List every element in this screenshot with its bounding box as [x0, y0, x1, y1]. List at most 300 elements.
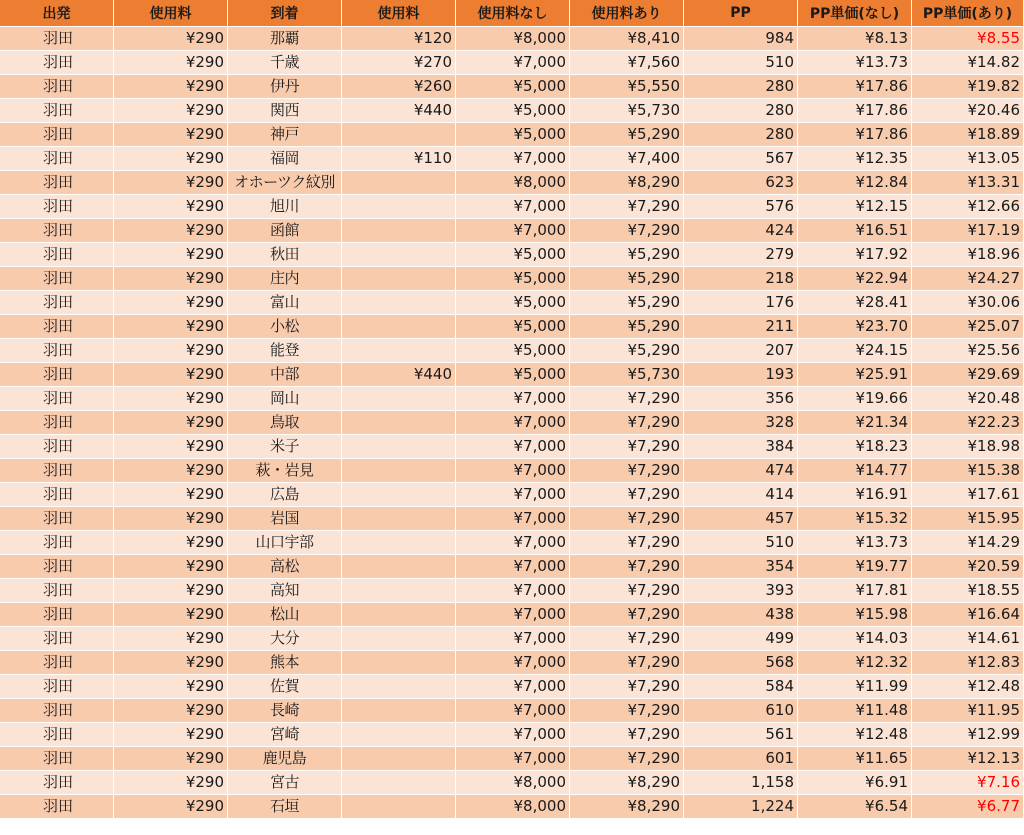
- arrival-cell: 米子: [228, 435, 342, 459]
- arrival-fee-cell: ¥440: [342, 363, 456, 387]
- departure-fee-cell: ¥290: [114, 795, 228, 819]
- fare-with-fee-cell: ¥8,290: [570, 795, 684, 819]
- fare-without-fee-cell: ¥7,000: [456, 723, 570, 747]
- departure-fee-cell: ¥290: [114, 315, 228, 339]
- pp-unit-without-cell: ¥13.73: [798, 531, 912, 555]
- arrival-cell: 宮古: [228, 771, 342, 795]
- arrival-cell: 広島: [228, 483, 342, 507]
- arrival-cell: 庄内: [228, 267, 342, 291]
- arrival-fee-cell: [342, 315, 456, 339]
- arrival-cell: 佐賀: [228, 675, 342, 699]
- fare-with-fee-cell: ¥7,290: [570, 195, 684, 219]
- arrival-fee-cell: ¥110: [342, 147, 456, 171]
- pp-cell: 561: [684, 723, 798, 747]
- pp-unit-with-cell: ¥13.05: [912, 147, 1024, 171]
- table-row: [0, 795, 1024, 819]
- departure-cell: 羽田: [0, 243, 114, 267]
- pp-unit-with-cell: ¥12.99: [912, 723, 1024, 747]
- arrival-cell: オホーツク紋別: [228, 171, 342, 195]
- pp-cell: 280: [684, 123, 798, 147]
- pp-unit-with-cell: ¥15.95: [912, 507, 1024, 531]
- departure-cell: 羽田: [0, 387, 114, 411]
- arrival-fee-cell: [342, 411, 456, 435]
- pp-unit-with-cell: ¥25.56: [912, 339, 1024, 363]
- table-row: [0, 555, 1024, 579]
- departure-cell: 羽田: [0, 363, 114, 387]
- table-row: [0, 387, 1024, 411]
- table-row: [0, 651, 1024, 675]
- fare-without-fee-cell: ¥7,000: [456, 675, 570, 699]
- table-row: [0, 27, 1024, 51]
- pp-unit-without-cell: ¥11.99: [798, 675, 912, 699]
- fare-without-fee-cell: ¥8,000: [456, 795, 570, 819]
- fare-with-fee-cell: ¥7,290: [570, 723, 684, 747]
- table-row: [0, 507, 1024, 531]
- departure-cell: 羽田: [0, 99, 114, 123]
- fare-without-fee-cell: ¥7,000: [456, 483, 570, 507]
- pp-unit-with-cell: ¥20.59: [912, 555, 1024, 579]
- arrival-fee-cell: [342, 555, 456, 579]
- arrival-fee-cell: [342, 603, 456, 627]
- fare-with-fee-cell: ¥8,410: [570, 27, 684, 51]
- arrival-fee-cell: ¥260: [342, 75, 456, 99]
- fare-without-fee-cell: ¥7,000: [456, 387, 570, 411]
- table-row: [0, 699, 1024, 723]
- departure-fee-cell: ¥290: [114, 651, 228, 675]
- table-row: [0, 675, 1024, 699]
- pp-cell: 280: [684, 75, 798, 99]
- table-row: [0, 195, 1024, 219]
- departure-fee-cell: ¥290: [114, 123, 228, 147]
- pp-unit-with-cell: ¥18.89: [912, 123, 1024, 147]
- pp-unit-without-cell: ¥16.91: [798, 483, 912, 507]
- table-row: [0, 603, 1024, 627]
- fare-without-fee-cell: ¥7,000: [456, 411, 570, 435]
- arrival-cell: 岡山: [228, 387, 342, 411]
- pp-unit-without-cell: ¥11.48: [798, 699, 912, 723]
- header-departure-fee: 使用料: [114, 0, 228, 27]
- arrival-fee-cell: [342, 579, 456, 603]
- fare-with-fee-cell: ¥5,290: [570, 243, 684, 267]
- arrival-cell: 千歳: [228, 51, 342, 75]
- departure-cell: 羽田: [0, 435, 114, 459]
- arrival-fee-cell: [342, 507, 456, 531]
- pp-unit-without-cell: ¥14.03: [798, 627, 912, 651]
- fare-without-fee-cell: ¥7,000: [456, 51, 570, 75]
- departure-cell: 羽田: [0, 123, 114, 147]
- fare-with-fee-cell: ¥5,550: [570, 75, 684, 99]
- departure-fee-cell: ¥290: [114, 603, 228, 627]
- departure-fee-cell: ¥290: [114, 411, 228, 435]
- departure-fee-cell: ¥290: [114, 675, 228, 699]
- departure-fee-cell: ¥290: [114, 291, 228, 315]
- departure-cell: 羽田: [0, 219, 114, 243]
- pp-cell: 601: [684, 747, 798, 771]
- fare-without-fee-cell: ¥7,000: [456, 627, 570, 651]
- pp-cell: 328: [684, 411, 798, 435]
- arrival-fee-cell: [342, 531, 456, 555]
- table-row: [0, 747, 1024, 771]
- fare-without-fee-cell: ¥5,000: [456, 291, 570, 315]
- fare-with-fee-cell: ¥7,290: [570, 555, 684, 579]
- fare-with-fee-cell: ¥5,290: [570, 315, 684, 339]
- arrival-cell: 鳥取: [228, 411, 342, 435]
- pp-unit-with-cell: ¥29.69: [912, 363, 1024, 387]
- fare-with-fee-cell: ¥7,290: [570, 483, 684, 507]
- table-row: [0, 435, 1024, 459]
- pp-cell: 176: [684, 291, 798, 315]
- fare-without-fee-cell: ¥5,000: [456, 267, 570, 291]
- pp-unit-without-cell: ¥11.65: [798, 747, 912, 771]
- fare-with-fee-cell: ¥7,290: [570, 675, 684, 699]
- fare-with-fee-cell: ¥7,290: [570, 603, 684, 627]
- header-arrival: 到着: [228, 0, 342, 27]
- arrival-fee-cell: ¥440: [342, 99, 456, 123]
- arrival-cell: 高松: [228, 555, 342, 579]
- arrival-cell: 旭川: [228, 195, 342, 219]
- pp-cell: 438: [684, 603, 798, 627]
- pp-cell: 414: [684, 483, 798, 507]
- arrival-cell: 小松: [228, 315, 342, 339]
- pp-unit-without-cell: ¥17.86: [798, 75, 912, 99]
- arrival-cell: 長崎: [228, 699, 342, 723]
- pp-unit-with-cell: ¥17.19: [912, 219, 1024, 243]
- arrival-fee-cell: [342, 795, 456, 819]
- arrival-fee-cell: [342, 771, 456, 795]
- pp-cell: 568: [684, 651, 798, 675]
- fare-with-fee-cell: ¥7,290: [570, 387, 684, 411]
- header-row: [0, 0, 1024, 27]
- table-body: [0, 27, 1024, 819]
- arrival-fee-cell: [342, 243, 456, 267]
- departure-cell: 羽田: [0, 531, 114, 555]
- pp-cell: 207: [684, 339, 798, 363]
- fare-without-fee-cell: ¥7,000: [456, 195, 570, 219]
- pp-unit-without-cell: ¥8.13: [798, 27, 912, 51]
- pp-unit-without-cell: ¥17.92: [798, 243, 912, 267]
- pp-unit-with-cell: ¥14.82: [912, 51, 1024, 75]
- arrival-fee-cell: [342, 267, 456, 291]
- arrival-cell: 岩国: [228, 507, 342, 531]
- departure-cell: 羽田: [0, 75, 114, 99]
- arrival-cell: 鹿児島: [228, 747, 342, 771]
- table-row: [0, 243, 1024, 267]
- pp-unit-with-cell: ¥16.64: [912, 603, 1024, 627]
- table-row: [0, 627, 1024, 651]
- arrival-cell: 秋田: [228, 243, 342, 267]
- departure-cell: 羽田: [0, 579, 114, 603]
- fare-with-fee-cell: ¥7,560: [570, 51, 684, 75]
- arrival-cell: 那覇: [228, 27, 342, 51]
- arrival-fee-cell: [342, 291, 456, 315]
- pp-cell: 984: [684, 27, 798, 51]
- arrival-fee-cell: [342, 723, 456, 747]
- departure-fee-cell: ¥290: [114, 555, 228, 579]
- pp-cell: 584: [684, 675, 798, 699]
- arrival-cell: 関西: [228, 99, 342, 123]
- fare-without-fee-cell: ¥7,000: [456, 147, 570, 171]
- pp-cell: 567: [684, 147, 798, 171]
- pp-unit-with-cell: ¥30.06: [912, 291, 1024, 315]
- departure-cell: 羽田: [0, 27, 114, 51]
- pp-unit-without-cell: ¥14.77: [798, 459, 912, 483]
- pp-unit-without-cell: ¥12.15: [798, 195, 912, 219]
- departure-fee-cell: ¥290: [114, 579, 228, 603]
- departure-cell: 羽田: [0, 699, 114, 723]
- fare-without-fee-cell: ¥7,000: [456, 747, 570, 771]
- departure-fee-cell: ¥290: [114, 699, 228, 723]
- pp-unit-with-cell: ¥15.38: [912, 459, 1024, 483]
- fare-with-fee-cell: ¥8,290: [570, 171, 684, 195]
- arrival-cell: 高知: [228, 579, 342, 603]
- arrival-cell: 松山: [228, 603, 342, 627]
- header-fare-with-fee: 使用料あり: [570, 0, 684, 27]
- fare-without-fee-cell: ¥8,000: [456, 771, 570, 795]
- pp-unit-with-cell: ¥13.31: [912, 171, 1024, 195]
- pp-cell: 193: [684, 363, 798, 387]
- fare-with-fee-cell: ¥5,290: [570, 123, 684, 147]
- pp-unit-with-cell: ¥7.16: [912, 771, 1024, 795]
- fare-with-fee-cell: ¥7,290: [570, 627, 684, 651]
- table-row: [0, 99, 1024, 123]
- pp-cell: 393: [684, 579, 798, 603]
- arrival-cell: 熊本: [228, 651, 342, 675]
- departure-fee-cell: ¥290: [114, 219, 228, 243]
- fare-with-fee-cell: ¥7,290: [570, 219, 684, 243]
- departure-fee-cell: ¥290: [114, 147, 228, 171]
- departure-fee-cell: ¥290: [114, 483, 228, 507]
- table-row: [0, 171, 1024, 195]
- pp-unit-without-cell: ¥12.84: [798, 171, 912, 195]
- pp-cell: 280: [684, 99, 798, 123]
- departure-cell: 羽田: [0, 51, 114, 75]
- pp-cell: 510: [684, 531, 798, 555]
- arrival-cell: 神戸: [228, 123, 342, 147]
- pp-cell: 474: [684, 459, 798, 483]
- departure-fee-cell: ¥290: [114, 267, 228, 291]
- arrival-cell: 大分: [228, 627, 342, 651]
- pp-unit-without-cell: ¥12.32: [798, 651, 912, 675]
- fare-without-fee-cell: ¥7,000: [456, 435, 570, 459]
- arrival-fee-cell: [342, 747, 456, 771]
- pp-cell: 424: [684, 219, 798, 243]
- fare-with-fee-cell: ¥7,290: [570, 507, 684, 531]
- fare-without-fee-cell: ¥7,000: [456, 579, 570, 603]
- pp-cell: 279: [684, 243, 798, 267]
- pp-unit-without-cell: ¥15.32: [798, 507, 912, 531]
- table-row: [0, 771, 1024, 795]
- pp-cell: 610: [684, 699, 798, 723]
- fare-without-fee-cell: ¥7,000: [456, 699, 570, 723]
- table-row: [0, 315, 1024, 339]
- arrival-cell: 伊丹: [228, 75, 342, 99]
- departure-fee-cell: ¥290: [114, 171, 228, 195]
- pp-unit-without-cell: ¥12.35: [798, 147, 912, 171]
- arrival-fee-cell: [342, 459, 456, 483]
- departure-fee-cell: ¥290: [114, 435, 228, 459]
- departure-fee-cell: ¥290: [114, 627, 228, 651]
- departure-cell: 羽田: [0, 171, 114, 195]
- fare-without-fee-cell: ¥7,000: [456, 555, 570, 579]
- fare-with-fee-cell: ¥8,290: [570, 771, 684, 795]
- pp-unit-with-cell: ¥12.13: [912, 747, 1024, 771]
- arrival-cell: 能登: [228, 339, 342, 363]
- pp-unit-with-cell: ¥20.48: [912, 387, 1024, 411]
- fare-without-fee-cell: ¥5,000: [456, 363, 570, 387]
- fare-with-fee-cell: ¥7,290: [570, 699, 684, 723]
- departure-fee-cell: ¥290: [114, 363, 228, 387]
- pp-unit-with-cell: ¥12.83: [912, 651, 1024, 675]
- pp-cell: 1,158: [684, 771, 798, 795]
- departure-fee-cell: ¥290: [114, 723, 228, 747]
- arrival-fee-cell: [342, 627, 456, 651]
- pp-unit-without-cell: ¥23.70: [798, 315, 912, 339]
- departure-cell: 羽田: [0, 603, 114, 627]
- pp-unit-with-cell: ¥6.77: [912, 795, 1024, 819]
- departure-fee-cell: ¥290: [114, 99, 228, 123]
- departure-fee-cell: ¥290: [114, 243, 228, 267]
- departure-fee-cell: ¥290: [114, 51, 228, 75]
- pp-cell: 499: [684, 627, 798, 651]
- departure-cell: 羽田: [0, 507, 114, 531]
- pp-unit-without-cell: ¥6.54: [798, 795, 912, 819]
- departure-fee-cell: ¥290: [114, 531, 228, 555]
- pp-unit-with-cell: ¥18.55: [912, 579, 1024, 603]
- fare-with-fee-cell: ¥5,730: [570, 99, 684, 123]
- fare-with-fee-cell: ¥7,290: [570, 651, 684, 675]
- arrival-fee-cell: ¥120: [342, 27, 456, 51]
- departure-cell: 羽田: [0, 723, 114, 747]
- arrival-fee-cell: [342, 387, 456, 411]
- pp-cell: 211: [684, 315, 798, 339]
- arrival-fee-cell: [342, 171, 456, 195]
- arrival-cell: 山口宇部: [228, 531, 342, 555]
- table-row: [0, 411, 1024, 435]
- departure-fee-cell: ¥290: [114, 339, 228, 363]
- fare-without-fee-cell: ¥8,000: [456, 27, 570, 51]
- fare-without-fee-cell: ¥7,000: [456, 651, 570, 675]
- pp-unit-with-cell: ¥22.23: [912, 411, 1024, 435]
- pp-unit-without-cell: ¥17.81: [798, 579, 912, 603]
- arrival-fee-cell: [342, 483, 456, 507]
- fare-with-fee-cell: ¥7,290: [570, 579, 684, 603]
- fare-without-fee-cell: ¥8,000: [456, 171, 570, 195]
- table-row: [0, 51, 1024, 75]
- pp-unit-with-cell: ¥14.29: [912, 531, 1024, 555]
- header-fare-without-fee: 使用料なし: [456, 0, 570, 27]
- header-pp-unit-with: PP単価(あり): [912, 0, 1024, 27]
- arrival-cell: 中部: [228, 363, 342, 387]
- pp-unit-with-cell: ¥20.46: [912, 99, 1024, 123]
- departure-fee-cell: ¥290: [114, 27, 228, 51]
- arrival-cell: 石垣: [228, 795, 342, 819]
- departure-cell: 羽田: [0, 675, 114, 699]
- table-row: [0, 75, 1024, 99]
- fare-without-fee-cell: ¥7,000: [456, 531, 570, 555]
- departure-fee-cell: ¥290: [114, 75, 228, 99]
- pp-cell: 1,224: [684, 795, 798, 819]
- header-arrival-fee: 使用料: [342, 0, 456, 27]
- arrival-fee-cell: [342, 123, 456, 147]
- pp-unit-without-cell: ¥28.41: [798, 291, 912, 315]
- header-departure: 出発: [0, 0, 114, 27]
- arrival-fee-cell: [342, 219, 456, 243]
- departure-cell: 羽田: [0, 291, 114, 315]
- departure-cell: 羽田: [0, 771, 114, 795]
- pp-cell: 457: [684, 507, 798, 531]
- fare-with-fee-cell: ¥5,730: [570, 363, 684, 387]
- pp-cell: 623: [684, 171, 798, 195]
- departure-cell: 羽田: [0, 483, 114, 507]
- departure-fee-cell: ¥290: [114, 747, 228, 771]
- fare-without-fee-cell: ¥5,000: [456, 99, 570, 123]
- arrival-fee-cell: [342, 435, 456, 459]
- pp-unit-without-cell: ¥19.66: [798, 387, 912, 411]
- pp-unit-with-cell: ¥25.07: [912, 315, 1024, 339]
- departure-cell: 羽田: [0, 627, 114, 651]
- pp-unit-with-cell: ¥24.27: [912, 267, 1024, 291]
- pp-unit-without-cell: ¥15.98: [798, 603, 912, 627]
- departure-fee-cell: ¥290: [114, 507, 228, 531]
- table-row: [0, 291, 1024, 315]
- pp-cell: 356: [684, 387, 798, 411]
- departure-cell: 羽田: [0, 459, 114, 483]
- pp-unit-with-cell: ¥14.61: [912, 627, 1024, 651]
- departure-fee-cell: ¥290: [114, 387, 228, 411]
- arrival-cell: 福岡: [228, 147, 342, 171]
- fare-without-fee-cell: ¥5,000: [456, 123, 570, 147]
- pp-unit-with-cell: ¥18.96: [912, 243, 1024, 267]
- table-row: [0, 723, 1024, 747]
- pp-unit-without-cell: ¥12.48: [798, 723, 912, 747]
- departure-cell: 羽田: [0, 555, 114, 579]
- pp-unit-without-cell: ¥17.86: [798, 123, 912, 147]
- departure-cell: 羽田: [0, 651, 114, 675]
- table-row: [0, 219, 1024, 243]
- departure-fee-cell: ¥290: [114, 771, 228, 795]
- header-pp-unit-without: PP単価(なし): [798, 0, 912, 27]
- departure-cell: 羽田: [0, 267, 114, 291]
- fare-with-fee-cell: ¥7,290: [570, 459, 684, 483]
- fare-with-fee-cell: ¥5,290: [570, 267, 684, 291]
- table-row: [0, 459, 1024, 483]
- pp-unit-with-cell: ¥12.66: [912, 195, 1024, 219]
- departure-cell: 羽田: [0, 411, 114, 435]
- departure-cell: 羽田: [0, 195, 114, 219]
- fare-with-fee-cell: ¥7,290: [570, 747, 684, 771]
- arrival-fee-cell: [342, 675, 456, 699]
- arrival-cell: 萩・岩見: [228, 459, 342, 483]
- pp-unit-without-cell: ¥18.23: [798, 435, 912, 459]
- pp-unit-with-cell: ¥19.82: [912, 75, 1024, 99]
- pp-unit-with-cell: ¥17.61: [912, 483, 1024, 507]
- fare-with-fee-cell: ¥7,290: [570, 531, 684, 555]
- pp-unit-without-cell: ¥19.77: [798, 555, 912, 579]
- arrival-fee-cell: [342, 699, 456, 723]
- departure-cell: 羽田: [0, 147, 114, 171]
- pp-unit-without-cell: ¥21.34: [798, 411, 912, 435]
- arrival-cell: 富山: [228, 291, 342, 315]
- arrival-fee-cell: [342, 195, 456, 219]
- fare-with-fee-cell: ¥7,290: [570, 411, 684, 435]
- pp-unit-without-cell: ¥24.15: [798, 339, 912, 363]
- fare-without-fee-cell: ¥5,000: [456, 75, 570, 99]
- fare-without-fee-cell: ¥7,000: [456, 507, 570, 531]
- fare-with-fee-cell: ¥5,290: [570, 291, 684, 315]
- table-row: [0, 123, 1024, 147]
- departure-cell: 羽田: [0, 339, 114, 363]
- pp-unit-without-cell: ¥6.91: [798, 771, 912, 795]
